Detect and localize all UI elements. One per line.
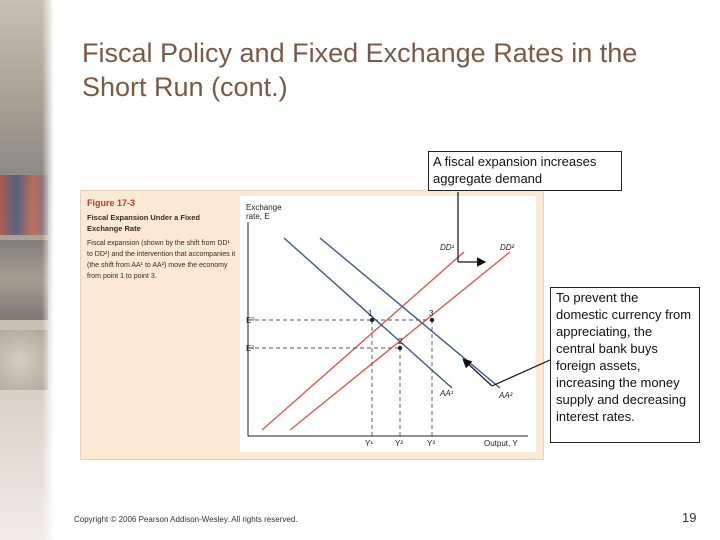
point-3-label: 3: [429, 309, 434, 318]
point-1-label: 1: [368, 309, 373, 318]
point-2-label: 2: [398, 337, 403, 346]
slide-title: Fiscal Policy and Fixed Exchange Rates in the Short Run (cont.): [82, 38, 638, 102]
y-tick-e0: E⁰: [246, 316, 255, 325]
aa2-curve: [320, 238, 500, 388]
dd1-label: DD¹: [440, 243, 455, 252]
copyright-notice: Copyright © 2006 Pearson Addison-Wesley. All rights reserved.: [74, 515, 298, 524]
dd1-curve: [262, 252, 464, 430]
money-supply-arrow: [492, 360, 550, 386]
y-axis-label-line2: rate, E: [246, 212, 270, 221]
y-tick-e2: E²: [246, 344, 254, 353]
figure-caption: Fiscal expansion (shown by the shift from DD¹ to DD²) and the intervention that accompanies it (the shift from AA¹ to AA²) move the economy from point 1 to point 3.: [87, 240, 236, 280]
y-axis-label-line1: Exchange: [246, 203, 282, 212]
point-1: [370, 318, 374, 322]
point-3: [430, 318, 434, 322]
dd2-label: DD²: [500, 243, 515, 252]
aa2-label: AA²: [499, 391, 513, 400]
x-tick-y3: Y³: [427, 439, 435, 448]
x-axis-label: Output, Y: [484, 439, 518, 448]
x-tick-y1: Y¹: [365, 439, 373, 448]
page-number: 19: [682, 510, 697, 525]
money-supply-arrow-head: [464, 360, 492, 386]
callout-central-bank: To prevent the domestic currency from appreciating, the central bank buys foreign assets, increasing the money supply and decreasing interest rates.: [550, 287, 700, 443]
x-tick-y2: Y²: [395, 439, 403, 448]
callout-fiscal-expansion: A fiscal expansion increases aggregate demand: [428, 151, 622, 191]
figure-number: Figure 17-3: [87, 198, 136, 208]
figure-title: Fiscal Expansion Under a Fixed Exchange Rate: [87, 213, 200, 233]
point-2: [398, 346, 402, 350]
aa1-label: AA¹: [440, 389, 454, 398]
